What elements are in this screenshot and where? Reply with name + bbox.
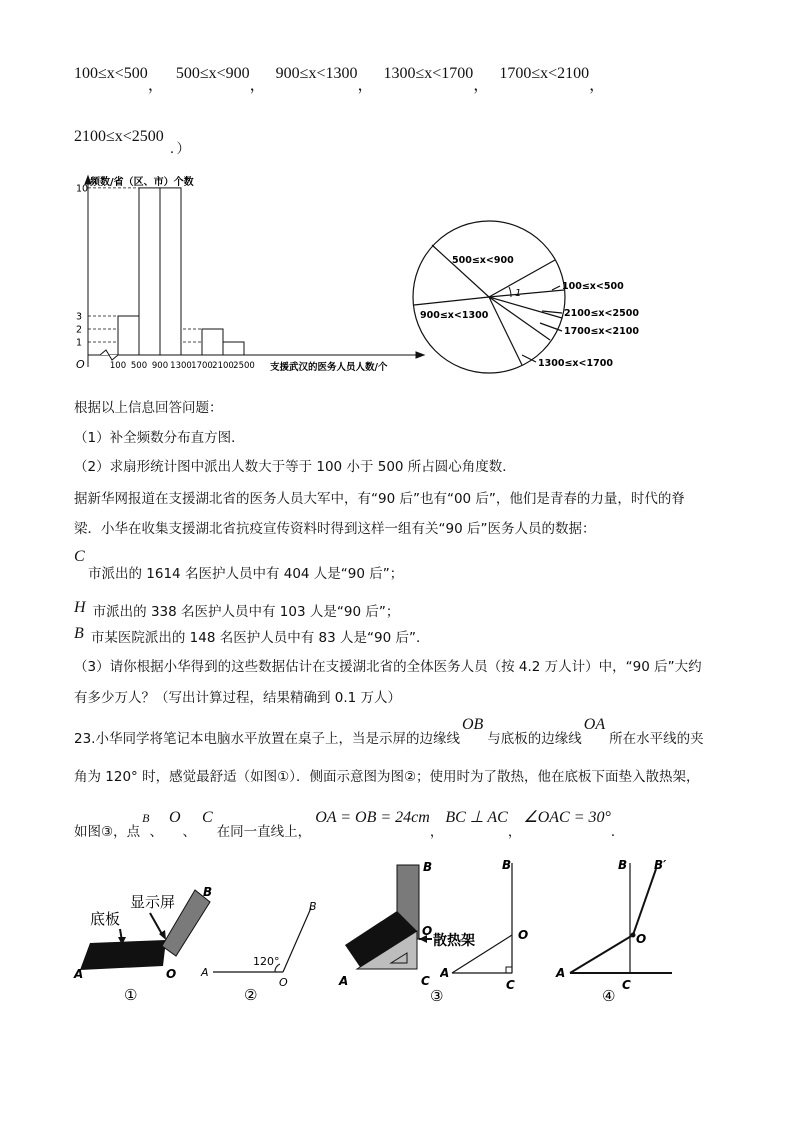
fig1-base xyxy=(80,940,166,970)
fig3b-c: C xyxy=(506,978,515,992)
histogram-xtick-1700: 1700 xyxy=(191,361,213,371)
q23-point-c: C xyxy=(202,809,213,826)
pie-label-900-1300: 900≤x<1300 xyxy=(420,310,489,321)
histogram-xlabel: 支援武汉的医务人员人数/个 xyxy=(270,362,388,373)
histogram-ytick-2: 2 xyxy=(76,324,83,336)
interval-tail: ．） xyxy=(169,141,191,157)
figure-3-diagram xyxy=(440,855,550,995)
histogram-bar-1700-2100 xyxy=(202,329,223,355)
pie-angle-mark: 1 xyxy=(515,288,522,299)
fig3-c: C xyxy=(421,974,430,988)
figure-4 xyxy=(550,855,680,1010)
data-line-c xyxy=(74,546,403,582)
q23-point-o: O xyxy=(168,809,181,826)
pie-label-2100-2500: 2100≤x<2500 xyxy=(564,308,639,319)
fig3b-o: O xyxy=(518,928,529,942)
histogram-xtick-2500: 2500 xyxy=(233,361,255,371)
q23-sep-1: 、 xyxy=(149,824,163,840)
interval-900-1300: 900≤x<1300 xyxy=(275,65,358,82)
histogram-ytick-3: 3 xyxy=(76,311,83,323)
fig3b-b: B xyxy=(502,858,512,872)
q23-text-2: 与底板的边缘线 xyxy=(487,731,582,747)
q23-eq-1: OA = OB = 24cm xyxy=(315,809,430,826)
data-line-b xyxy=(74,622,430,646)
histogram-bar-500-900 xyxy=(139,188,160,355)
city-b-text: 市某医院派出的 148 名医护人员中有 83 人是“90 后”． xyxy=(90,630,430,646)
histogram-bar-100-500 xyxy=(118,316,139,355)
histogram-xtick-900: 900 xyxy=(151,361,169,371)
fig3b-right-angle xyxy=(506,967,512,973)
city-h-text: 市派出的 338 名医护人员中有 103 人是“90 后”； xyxy=(92,604,400,620)
histogram-bar-900-1300 xyxy=(160,188,181,355)
question-3-line-1: （3）请你根据小华得到的这些数据估计在支援湖北省的全体医务人员（按 4.2 万人计）中，“90 后”大约 xyxy=(74,659,702,675)
fig1-o: O xyxy=(166,967,177,981)
interval-100-500: 100≤x<500 xyxy=(74,65,148,82)
q23-text-5: 在同一直线上， xyxy=(216,824,312,840)
interval-line-2 xyxy=(74,125,191,157)
fig1-a: A xyxy=(74,967,84,981)
q23-end: ． xyxy=(610,824,625,840)
q23-ob: OB xyxy=(461,716,484,733)
city-c-text: 市派出的 1614 名医护人员中有 404 人是“90 后”； xyxy=(88,566,404,582)
fig3b-a: A xyxy=(440,966,450,980)
fig1-base-label: 底板 xyxy=(90,910,121,928)
paragraph-2: 梁．小华在收集支援湖北省抗疫宣传资料时得到这样一组有关“90 后”医务人员的数据： xyxy=(74,521,596,537)
interval-line-1: 100≤x<500， 500≤x<900， 900≤x<1300， 1300≤x<1700， 1700≤x<2100， xyxy=(74,65,606,94)
histogram-ytick-1: 1 xyxy=(76,337,83,349)
q23-eq-2: BC ⊥ AC xyxy=(445,809,508,826)
histogram-ylabel: 频数/省（区、市）个数 xyxy=(90,177,194,188)
fig4-ao-line xyxy=(570,935,633,973)
interval-1300-1700: 1300≤x<1700 xyxy=(383,65,474,82)
fig2-o: O xyxy=(279,976,288,989)
fig3-number: ③ xyxy=(430,987,444,1005)
histogram-xtick-100: 100 xyxy=(109,361,127,371)
fig4-o: O xyxy=(636,932,647,946)
interval-1700-2100: 1700≤x<2100 xyxy=(499,65,590,82)
pie-label-1300-1700: 1300≤x<1700 xyxy=(538,358,613,369)
q23-oa: OA xyxy=(583,716,606,733)
data-line-h xyxy=(74,596,400,620)
fig1-number: ① xyxy=(124,986,138,1004)
q23-text-4: 如图③，点 xyxy=(74,824,141,840)
fig4-number: ④ xyxy=(602,987,616,1005)
fig3-a: A xyxy=(339,974,349,988)
fig4-b: B xyxy=(618,858,628,872)
fig1-b: B xyxy=(203,885,213,899)
q23-comma-2: ， xyxy=(507,824,522,840)
question-1: （1）补全频数分布直方图． xyxy=(74,430,245,446)
figure-2 xyxy=(195,880,335,1010)
fig2-a: A xyxy=(201,966,209,979)
question-23-line-2: 角为 120° 时，感觉最舒适（如图①）．侧面示意图为图②；使用时为了散热，他在底板下面垫入散热架， xyxy=(74,769,700,785)
histogram-xtick-2100: 2100 xyxy=(212,361,234,371)
fig3-o: O xyxy=(422,924,433,938)
fig1-screen-arrow xyxy=(150,913,163,936)
fig1-screen-label: 显示屏 xyxy=(130,893,176,911)
pie-label-1700-2100: 1700≤x<2100 xyxy=(564,326,639,337)
question-3-line-2: 有多少万人？（写出计算过程，结果精确到 0.1 万人） xyxy=(74,690,402,706)
city-b-letter: B xyxy=(74,625,84,642)
q23-comma-1: ， xyxy=(429,824,444,840)
histogram-ytick-10: 10 xyxy=(76,183,89,195)
paragraph-1: 据新华网报道在支援湖北省的医务人员大军中，有“90 后”也有“00 后”，他们是青春的力量，时代的脊 xyxy=(74,491,685,507)
pie-label-100-500: 100≤x<500 xyxy=(562,281,624,292)
interval-2100-2500: 2100≤x<2500 xyxy=(74,128,164,145)
histogram-xtick-1300: 1300 xyxy=(170,361,192,371)
q23-text-3: 所在水平线的夹 xyxy=(609,731,704,747)
fig4-ob-prime-line xyxy=(633,869,656,935)
fig4-a: A xyxy=(556,966,566,980)
question-23-line-3 xyxy=(74,806,625,840)
question-23-line-1 xyxy=(74,713,704,747)
histogram-origin: O xyxy=(76,358,85,371)
q23-sep-2: 、 xyxy=(182,824,197,840)
pie-label-500-900: 500≤x<900 xyxy=(452,255,514,266)
q23-point-b: B xyxy=(142,811,150,825)
fig3-b: B xyxy=(423,860,433,874)
interval-500-900: 500≤x<900 xyxy=(175,65,250,82)
fig4-b-prime: B′ xyxy=(654,858,667,872)
fig3-stand-label: 散热架 xyxy=(433,933,475,949)
fig2-b: B xyxy=(309,900,317,913)
histogram-bar-2100-2500 xyxy=(223,342,244,355)
q23-eq-3: ∠OAC = 30° xyxy=(523,809,611,826)
histogram-xtick-500: 500 xyxy=(130,361,148,371)
fig2-angle: 120° xyxy=(253,955,280,968)
fig2-ob-line xyxy=(283,908,311,972)
intro-text: 根据以上信息回答问题： xyxy=(74,400,223,416)
histogram xyxy=(70,172,430,382)
city-c-letter: C xyxy=(74,548,85,565)
fig4-o-point xyxy=(631,933,636,938)
fig4-c: C xyxy=(622,978,631,992)
q23-text-1: 23.小华同学将笔记本电脑水平放置在桌子上，当是示屏的边缘线 xyxy=(74,731,460,747)
pie-chart xyxy=(412,210,642,390)
city-h-letter: H xyxy=(74,599,86,616)
fig2-number: ② xyxy=(244,986,258,1004)
question-2: （2）求扇形统计图中派出人数大于等于 100 小于 500 所占圆心角度数． xyxy=(74,459,516,475)
fig3b-ao-line xyxy=(452,935,512,973)
